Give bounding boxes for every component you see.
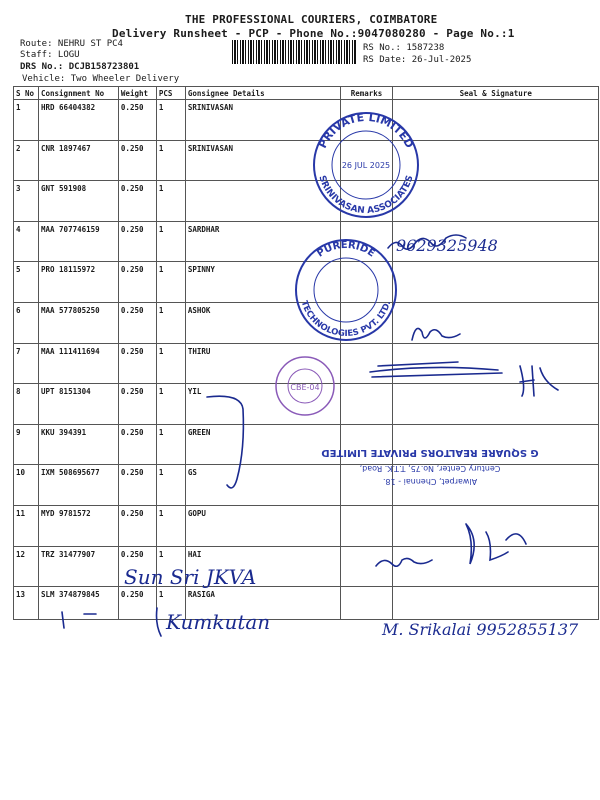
cell-remarks xyxy=(340,100,393,141)
cell-sno: 12 xyxy=(14,546,39,587)
cell-consignment: SLM 374879845 xyxy=(38,587,118,620)
cell-sno: 5 xyxy=(14,262,39,303)
cell-signature xyxy=(393,302,599,343)
cell-signature xyxy=(393,343,599,384)
cell-pcs: 1 xyxy=(156,302,185,343)
cell-consignment: MAA 577805250 xyxy=(38,302,118,343)
cell-consignee: SARDHAR xyxy=(185,221,340,262)
cell-weight: 0.250 xyxy=(118,221,156,262)
runsheet-table xyxy=(13,86,599,620)
srinivasan-stamp-bottom: SRINIVASAN ASSOCIATES xyxy=(316,174,416,217)
cell-consignment: KKU 394391 xyxy=(38,424,118,465)
cell-weight: 0.250 xyxy=(118,546,156,587)
cell-consignment: CNR 1897467 xyxy=(38,140,118,181)
cell-remarks xyxy=(340,505,393,546)
cell-remarks xyxy=(340,181,393,222)
cell-remarks xyxy=(340,587,393,620)
cell-sno: 7 xyxy=(14,343,39,384)
cell-pcs: 1 xyxy=(156,181,185,222)
cell-signature xyxy=(393,587,599,620)
cell-sno: 6 xyxy=(14,302,39,343)
cell-weight: 0.250 xyxy=(118,302,156,343)
table-row xyxy=(14,140,599,181)
cell-weight: 0.250 xyxy=(118,587,156,620)
cell-signature xyxy=(393,140,599,181)
cell-weight: 0.250 xyxy=(118,465,156,506)
handwritten-signature-row13: Kumkutan xyxy=(166,610,271,634)
cell-consignee: GOPU xyxy=(185,505,340,546)
cell-remarks xyxy=(340,221,393,262)
cell-signature xyxy=(393,100,599,141)
cell-consignee: GREEN xyxy=(185,424,340,465)
pureride-stamp-top: PURERIDE xyxy=(315,239,377,260)
table-row xyxy=(14,262,599,303)
handwritten-phone-row4: 9629325948 xyxy=(396,236,498,255)
cell-consignment: HRD 66404382 xyxy=(38,100,118,141)
cell-consignment: PRO 18115972 xyxy=(38,262,118,303)
col-header-signature: Seal & Signature xyxy=(393,87,599,100)
runsheet-subtitle: Delivery Runsheet - PCP - Phone No.:9047080280 - Page No.:1 xyxy=(112,27,515,40)
cell-consignee: RASIGA xyxy=(185,587,340,620)
handwritten-signature-row13-right: M. Srikalai 9952855137 xyxy=(382,620,579,639)
cell-remarks xyxy=(340,424,393,465)
table-row xyxy=(14,302,599,343)
vehicle-label: Vehicle: Two Wheeler Delivery xyxy=(22,74,180,84)
gsquare-stamp-line2: Century Center, No.75, T.T.K. Road, xyxy=(359,464,501,473)
cell-pcs: 1 xyxy=(156,546,185,587)
cell-consignment: UPT 8151304 xyxy=(38,384,118,425)
cell-sno: 3 xyxy=(14,181,39,222)
cell-pcs: 1 xyxy=(156,465,185,506)
route-label: Route: NEHRU ST PC4 xyxy=(20,39,123,49)
cell-remarks xyxy=(340,343,393,384)
table-row xyxy=(14,465,599,506)
table-row xyxy=(14,505,599,546)
cell-signature xyxy=(393,424,599,465)
cell-sno: 9 xyxy=(14,424,39,465)
cell-remarks xyxy=(340,262,393,303)
cell-sno: 10 xyxy=(14,465,39,506)
cell-weight: 0.250 xyxy=(118,343,156,384)
cell-weight: 0.250 xyxy=(118,505,156,546)
cell-consignee: YIL xyxy=(185,384,340,425)
cell-pcs: 1 xyxy=(156,140,185,181)
cell-consignee: ASHOK xyxy=(185,302,340,343)
rs-date: RS Date: 26-Jul-2025 xyxy=(363,55,472,65)
table-row xyxy=(14,384,599,425)
col-header-consignment: Consignment No xyxy=(38,87,118,100)
cell-remarks xyxy=(340,546,393,587)
cell-consignee: SRINIVASAN xyxy=(185,140,340,181)
cell-weight: 0.250 xyxy=(118,262,156,303)
cell-signature xyxy=(393,465,599,506)
col-header-weight: Weight xyxy=(118,87,156,100)
cell-remarks xyxy=(340,140,393,181)
cell-weight: 0.250 xyxy=(118,384,156,425)
cell-consignment: MAA 707746159 xyxy=(38,221,118,262)
cbe-stamp-center: CBE-04 xyxy=(290,383,320,392)
cell-signature xyxy=(393,262,599,303)
cell-consignee: GS xyxy=(185,465,340,506)
cell-pcs: 1 xyxy=(156,505,185,546)
cell-consignment: MAA 111411694 xyxy=(38,343,118,384)
gsquare-stamp-line3: Alwarpet, Chennai - 18. xyxy=(382,477,478,486)
cell-consignment: MYD 9781572 xyxy=(38,505,118,546)
table-row xyxy=(14,546,599,587)
cell-signature xyxy=(393,505,599,546)
table-row xyxy=(14,343,599,384)
cell-sno: 11 xyxy=(14,505,39,546)
table-row xyxy=(14,100,599,141)
cell-consignee: HAI xyxy=(185,546,340,587)
col-header-sno: S No xyxy=(14,87,39,100)
cell-signature xyxy=(393,384,599,425)
cell-weight: 0.250 xyxy=(118,181,156,222)
table-row xyxy=(14,181,599,222)
cell-consignment: TRZ 31477907 xyxy=(38,546,118,587)
cell-sno: 4 xyxy=(14,221,39,262)
cell-remarks xyxy=(340,465,393,506)
cell-consignee: SRINIVASAN xyxy=(185,100,340,141)
col-header-consignee: Gonsignee Details xyxy=(185,87,340,100)
cell-pcs: 1 xyxy=(156,100,185,141)
cell-remarks xyxy=(340,302,393,343)
handwritten-signature-row12: Sun Sri JKVA xyxy=(124,565,257,589)
cell-consignment: GNT 591908 xyxy=(38,181,118,222)
table-row xyxy=(14,221,599,262)
cell-sno: 8 xyxy=(14,384,39,425)
staff-label: Staff: LOGU xyxy=(20,50,80,60)
gsquare-stamp-line1: G SQUARE REALTORS PRIVATE LIMITED xyxy=(321,447,539,458)
table-row xyxy=(14,587,599,620)
cell-remarks xyxy=(340,384,393,425)
barcode-image xyxy=(232,40,356,64)
cell-sno: 1 xyxy=(14,100,39,141)
cell-sno: 13 xyxy=(14,587,39,620)
srinivasan-stamp-top: PRIVATE LIMITED xyxy=(315,110,417,151)
cell-signature xyxy=(393,546,599,587)
pureride-stamp-bottom: TECHNOLOGIES PVT. LTD. xyxy=(298,299,394,340)
cell-pcs: 1 xyxy=(156,221,185,262)
cell-pcs: 1 xyxy=(156,343,185,384)
col-header-remarks: Remarks xyxy=(340,87,393,100)
cell-pcs: 1 xyxy=(156,587,185,620)
srinivasan-stamp-date: 26 JUL 2025 xyxy=(341,161,391,170)
col-header-pcs: PCS xyxy=(156,87,185,100)
company-title: THE PROFESSIONAL COURIERS, COIMBATORE xyxy=(185,13,438,26)
cell-sno: 2 xyxy=(14,140,39,181)
cell-consignee: SPINNY xyxy=(185,262,340,303)
table-header-row xyxy=(14,87,599,100)
cell-pcs: 1 xyxy=(156,384,185,425)
cell-consignment: IXM 508695677 xyxy=(38,465,118,506)
cell-weight: 0.250 xyxy=(118,424,156,465)
rs-number: RS No.: 1587238 xyxy=(363,43,445,53)
cell-consignee xyxy=(185,181,340,222)
table-row xyxy=(14,424,599,465)
drs-number: DRS No.: DCJB158723801 xyxy=(20,62,140,72)
cell-consignee: THIRU xyxy=(185,343,340,384)
cell-weight: 0.250 xyxy=(118,140,156,181)
cell-weight: 0.250 xyxy=(118,100,156,141)
cell-pcs: 1 xyxy=(156,424,185,465)
cell-pcs: 1 xyxy=(156,262,185,303)
cell-signature xyxy=(393,181,599,222)
